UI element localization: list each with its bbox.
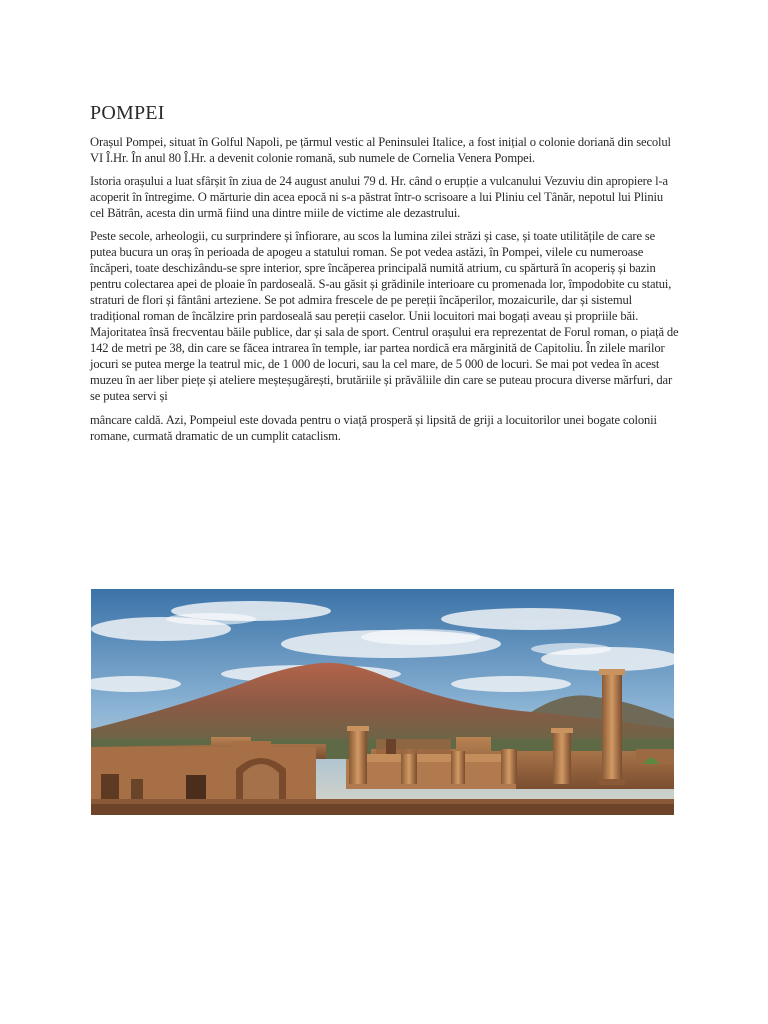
pompeii-photo [91,589,674,815]
document-body [90,100,680,451]
paragraph-conclusion: mâncare caldă. Azi, Pompeiul este dovada pentru o viață prosperă și lipsită de griji a locuitorilor unei bogate colonii romane, curmată dramatic de un cumplit cataclism. [90,413,657,443]
paragraph-eruption: Istoria orașului a luat sfârșit în ziua de 24 august anului 79 d. Hr. când o erupție a vulcanului Vezuviu din apropiere l-a acoperit în întregime. O mărturie din acea epocă ni s-a păstrat într-o scrisoare a lui Pliniu cel Tânăr, nepotul lui Pliniu cel Bătrân, acesta din urmă fiind una dintre miile de victime ale dezastrului. [90,174,668,220]
paragraph-intro: Orașul Pompei, situat în Golful Napoli, pe țărmul vestic al Peninsulei Italice, a fost inițial o colonie doriană din secolul VI Î.Hr. În anul 80 Î.Hr. a devenit colonie romană, sub numele de Cornelia Venera Pompei. [90,135,671,165]
paragraph-archaeology: Peste secole, arheologii, cu surprindere și înfiorare, au scos la lumina zilei străzi și case, și toate utilitățile de care se putea bucura un oraș în perioada de apogeu a statului roman. Se pot vedea astăzi, în Pompei, vilele cu numeroase încăperi, toate deschizându-se spre interior, spre încăperea principală numită atrium, cu spărtură în acoperiș și bazin pentru colectarea apei de ploaie în pardoseală. S-au găsit și grădinile interioare cu promenada lor, împodobite cu statui, straturi de flori și fântâni arteziene. Se pot admira frescele de pe pereții încăperilor, mozaicurile, dar și sistemul tradițional roman de încălzire prin pardoseală sau pereții caselor. Unii locuitori mai bogați aveau și propriile băi. Majoritatea însă frecventau băile publice, dar și sala de sport. Centrul orașului era reprezentat de Forul roman, o piață de 142 de metri pe 38, din care se făcea intrarea în temple, iar partea nordică era mărginită de Capitoliu. În zilele marilor jocuri se putea merge la teatrul mic, de 1 000 de locuri, sau la cel mare, de 5 000 de locuri. Se mai pot vedea în acest muzeu în aer liber piețe și ateliere meșteșugărești, brutăriile și prăvăliile din care se puteau procura diverse mărfuri, dar se putea servi și [90,229,679,403]
vesuvius-ruins-illustration [91,589,674,815]
document-title: POMPEI [90,102,165,124]
